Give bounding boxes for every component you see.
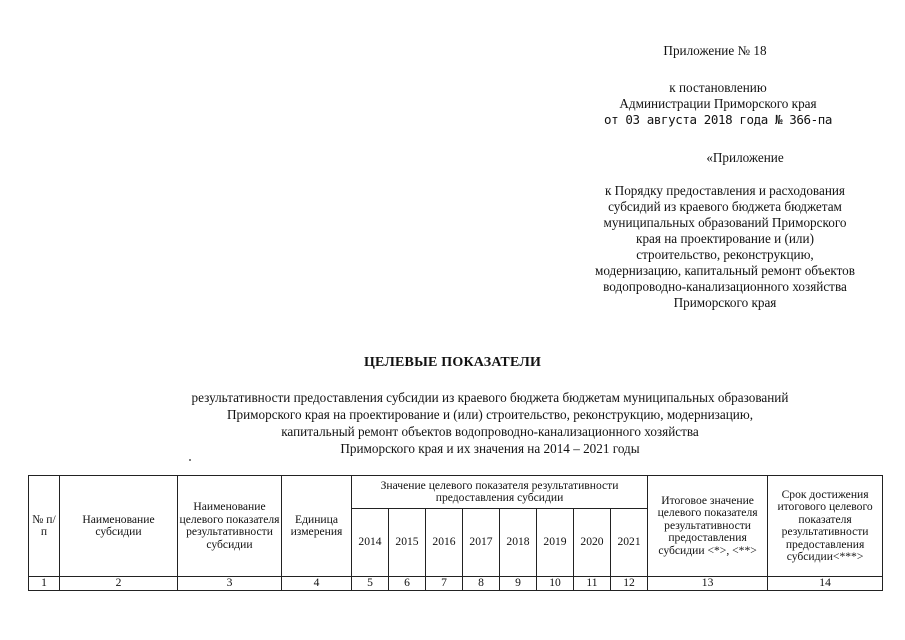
header-year: 2020 [574, 509, 611, 577]
administration-text: Администрации Приморского края [619, 96, 817, 111]
column-number: 4 [282, 577, 352, 591]
procedure-line: субсидий из краевого бюджета бюджетам [608, 199, 842, 214]
appendix-label [560, 150, 890, 166]
stray-dot [189, 459, 191, 461]
procedure-line: водопроводно-канализационного хозяйства [603, 279, 847, 294]
procedure-line: к Порядку предоставления и расходования [604, 183, 846, 198]
subtitle-line: Приморского края и их значения на 2014 – 2021 годы [340, 441, 640, 456]
procedure-line: края на проектирование и (или) [636, 231, 814, 246]
procedure-line: строительство, реконструкцию, [636, 247, 814, 262]
header-unit: Единица измерения [282, 476, 352, 577]
header-year: 2014 [352, 509, 389, 577]
procedure-line: муниципальных образований Приморского [603, 215, 847, 230]
header-year: 2021 [611, 509, 648, 577]
column-number: 3 [178, 577, 282, 591]
subtitle-line: Приморского края на проектирование и (или) строительство, реконструкцию, модернизацию, [226, 407, 753, 422]
table-header-row [29, 476, 883, 509]
column-number: 14 [768, 577, 883, 591]
procedure-line: Приморского края [673, 295, 777, 310]
header-indicator-name: Наименование целевого показателя результативности субсидии [178, 476, 282, 577]
column-number: 12 [611, 577, 648, 591]
table-numbering-row [29, 577, 883, 591]
column-number: 6 [389, 577, 426, 591]
procedure-line: модернизацию, капитальный ремонт объектов [594, 263, 855, 278]
subtitle-line: капитальный ремонт объектов водопроводно-канализационного хозяйства [281, 424, 699, 439]
header-values-group: Значение целевого показателя результативности предоставления субсидии [352, 476, 648, 509]
header-total-value: Итоговое значение целевого показателя результативности предоставления субсидии <*>, <**> [648, 476, 768, 577]
subtitle-line: результативности предоставления субсидии из краевого бюджета бюджетам муниципальных образований [191, 390, 789, 405]
column-number: 2 [60, 577, 178, 591]
column-number: 11 [574, 577, 611, 591]
appendix-label-text: «Приложение [706, 150, 784, 165]
header-year: 2015 [389, 509, 426, 577]
column-number: 8 [463, 577, 500, 591]
column-number: 1 [29, 577, 60, 591]
header-year: 2019 [537, 509, 574, 577]
decree-to-text: к постановлению [669, 80, 767, 95]
decree-date-text: от 03 августа 2018 года № 366-па [603, 112, 833, 127]
document-subtitle [90, 389, 890, 457]
document-title: ЦЕЛЕВЫЕ ПОКАЗАТЕЛИ [363, 355, 542, 370]
header-subsidy-name: Наименование субсидии [60, 476, 178, 577]
decree-reference [588, 80, 848, 128]
procedure-reference [560, 183, 890, 311]
header-deadline: Срок достижения итогового целевого показателя результативности предоставления субсидии<***> [768, 476, 883, 577]
column-number: 5 [352, 577, 389, 591]
appendix-number [600, 43, 830, 59]
header-year: 2017 [463, 509, 500, 577]
header-no: № п/п [29, 476, 60, 577]
header-year: 2018 [500, 509, 537, 577]
column-number: 7 [426, 577, 463, 591]
appendix-number-text: Приложение № 18 [663, 43, 767, 58]
column-number: 13 [648, 577, 768, 591]
indicators-table [28, 475, 883, 591]
header-year: 2016 [426, 509, 463, 577]
column-number: 10 [537, 577, 574, 591]
column-number: 9 [500, 577, 537, 591]
